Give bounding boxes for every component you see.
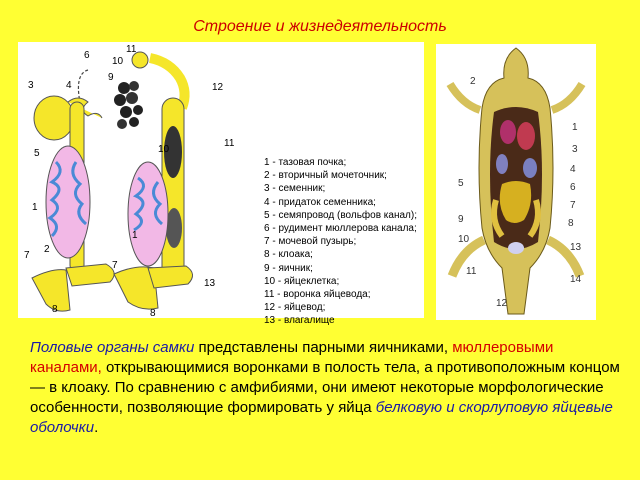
legend-item: 12 - яйцевод; — [264, 302, 326, 314]
legend-item: 9 - яичник; — [264, 262, 313, 274]
front-right-leg — [552, 84, 582, 110]
label-11b: 11 — [224, 138, 235, 149]
term-egg-membranes: белковую и скорлуповую яйцевые оболочки — [30, 399, 613, 436]
label-8b: 8 — [150, 308, 156, 318]
legend-item: 1 - тазовая почка; — [264, 157, 347, 168]
label-5: 5 — [34, 148, 40, 159]
lizard-label-12: 12 — [496, 298, 508, 309]
legend-item: 13 - влагалище — [264, 315, 335, 327]
label-2: 2 — [44, 244, 50, 255]
lizard-label-3: 3 — [572, 144, 578, 155]
legend-item: 11 - воронка яйцевода; — [264, 289, 371, 301]
organ-cloaca — [508, 242, 524, 254]
label-9: 9 — [108, 72, 114, 83]
label-8a: 8 — [52, 304, 58, 315]
bladder-female — [148, 266, 193, 288]
lizard-label-1: 1 — [572, 122, 578, 133]
lizard-label-13: 13 — [570, 242, 582, 253]
label-7b: 7 — [112, 260, 118, 271]
text-segment: открывающимися воронками в полость тела, а противоположным концом — в клоаку. По сравнению с амфибиями, они имеют некоторые морфологические особенности, позволяющие формировать у яйца — [30, 359, 620, 416]
lizard-label-5: 5 — [458, 178, 464, 189]
label-1b: 1 — [132, 230, 138, 241]
legend-item: 4 - придаток семенника; — [264, 196, 376, 208]
lizard-label-11: 11 — [466, 266, 477, 277]
label-10b: 10 — [158, 144, 170, 155]
label-4: 4 — [66, 80, 72, 91]
organ-right — [523, 158, 537, 178]
bladder-male — [66, 264, 114, 286]
term-female-organs: Половые органы самки — [30, 339, 195, 356]
label-13: 13 — [204, 278, 216, 289]
reproductive-diagram-panel — [18, 42, 424, 327]
front-left-leg — [450, 84, 480, 110]
label-10a: 10 — [112, 56, 124, 67]
label-12: 12 — [212, 82, 224, 93]
organ-heart-lung — [500, 120, 516, 144]
term-mullerian-canals: мюллеровыми каналами, — [30, 339, 554, 376]
ovary — [114, 81, 143, 129]
lizard-label-9: 9 — [458, 214, 464, 225]
slide-title: Строение и жизнедеятельность — [193, 18, 447, 35]
lizard-dissection-panel — [436, 44, 596, 320]
lizard-label-4: 4 — [570, 164, 576, 175]
label-1a: 1 — [32, 202, 38, 213]
legend-item: 7 - мочевой пузырь; — [264, 236, 357, 248]
lizard-label-8: 8 — [568, 218, 574, 229]
label-11a: 11 — [126, 44, 137, 55]
testis — [34, 96, 74, 140]
legend-item: 3 - семенник; — [264, 183, 326, 195]
label-7a: 7 — [24, 250, 30, 261]
lizard-label-6: 6 — [570, 182, 576, 193]
legend-item: 6 - рудимент мюллерова канала; — [264, 223, 417, 235]
label-3: 3 — [28, 80, 34, 91]
lizard-label-14: 14 — [570, 274, 582, 285]
cloaca-male — [32, 270, 70, 311]
lizard-dissection — [436, 44, 596, 320]
legend-item: 8 - клоака; — [264, 249, 313, 261]
legend-item: 5 - семяпровод (вольфов канал); — [264, 209, 417, 221]
description-paragraph — [30, 338, 620, 438]
diagram-legend — [264, 156, 417, 328]
text-segment: . — [94, 419, 99, 436]
text-segment: представлены парными яичниками, — [194, 339, 453, 356]
lizard-label-2: 2 — [470, 76, 476, 87]
legend-item: 2 - вторичный мочеточник; — [264, 170, 387, 182]
lizard-label-7: 7 — [570, 200, 576, 211]
lizard-label-10: 10 — [458, 234, 470, 245]
legend-item: 10 - яйцеклетка; — [264, 275, 340, 287]
organ-liver — [517, 122, 535, 150]
organ-left — [496, 154, 508, 174]
label-6: 6 — [84, 50, 90, 61]
